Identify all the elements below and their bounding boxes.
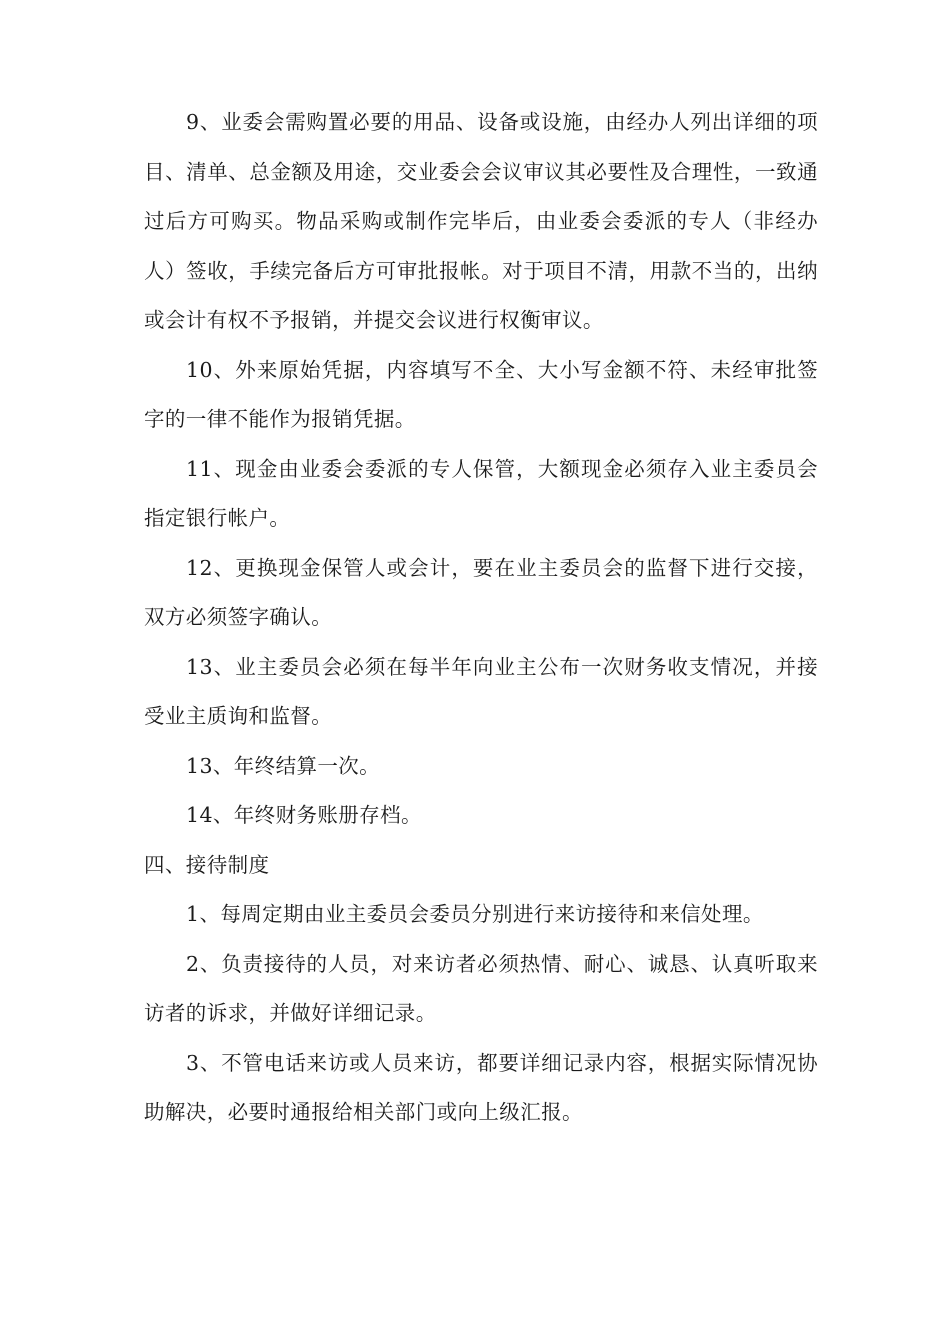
paragraph-item-11: 11、现金由业委会委派的专人保管，大额现金必须存入业主委员会指定银行帐户。 <box>144 456 818 530</box>
reception-item-3: 3、不管电话来访或人员来访，都要详细记录内容，根据实际情况协助解决，必要时通报给相关部门或向上级汇报。 <box>144 1050 818 1124</box>
reception-item-1: 1、每周定期由业主委员会委员分别进行来访接待和来信处理。 <box>186 902 764 926</box>
document-page <box>144 98 818 1138</box>
paragraph-item-14: 14、年终财务账册存档。 <box>186 803 422 827</box>
paragraph-item-10: 10、外来原始凭据，内容填写不全、大小写金额不符、未经审批签字的一律不能作为报销凭据。 <box>144 357 818 431</box>
paragraph-item-12: 12、更换现金保管人或会计，要在业主委员会的监督下进行交接，双方必须签字确认。 <box>144 555 818 629</box>
paragraph-item-13-disclosure: 13、业主委员会必须在每半年向业主公布一次财务收支情况，并接受业主质询和监督。 <box>144 654 818 728</box>
paragraph-item-13-settlement: 13、年终结算一次。 <box>186 753 381 778</box>
section-heading-reception: 四、接待制度 <box>144 852 270 877</box>
paragraph-item-9: 9、业委会需购置必要的用品、设备或设施，由经办人列出详细的项目、清单、总金额及用途，交业委会会议审议其必要性及合理性，一致通过后方可购买。物品采购或制作完毕后，由业委会委派的专人（非经办人）签收，手续完备后方可审批报帐。对于项目不清，用款不当的，出纳或会计有权不予报销，并提交会议进行权衡审议。 <box>144 110 818 332</box>
reception-item-2: 2、负责接待的人员，对来访者必须热情、耐心、诚恳、认真听取来访者的诉求，并做好详细记录。 <box>144 951 818 1025</box>
